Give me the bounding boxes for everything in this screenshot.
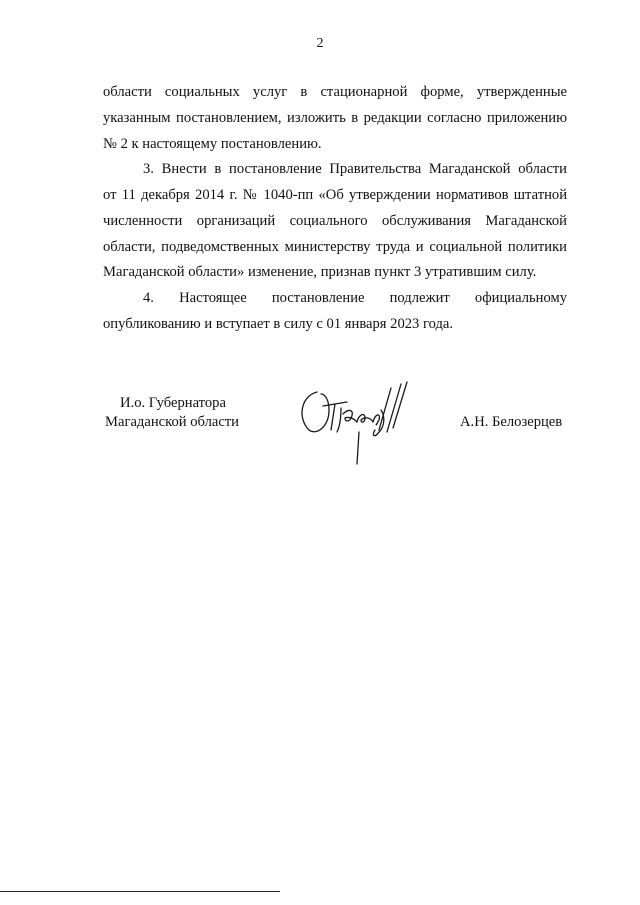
body-line: 3. Внести в постановление Правительства Магаданской области	[143, 161, 567, 177]
signatory-title: И.о. Губернатора	[120, 395, 226, 411]
body-line: указанным постановлением, изложить в редакции согласно приложению	[103, 110, 567, 126]
body-line: Магаданской области» изменение, признав пункт 3 утратившим силу.	[103, 264, 537, 280]
handwritten-signature	[295, 380, 425, 470]
body-line: области, подведомственных министерству труда и социальной политики	[103, 239, 567, 255]
page-number: 2	[316, 36, 324, 51]
footer-rule	[0, 891, 280, 892]
body-line: 4. Настоящее постановление подлежит официальному	[143, 290, 567, 306]
signatory-name: А.Н. Белозерцев	[460, 414, 563, 430]
body-line: области социальных услуг в стационарной форме, утвержденные	[103, 84, 567, 100]
body-line: от 11 декабря 2014 г. № 1040-пп «Об утверждении нормативов штатной	[103, 187, 567, 203]
body-line: № 2 к настоящему постановлению.	[103, 136, 322, 152]
signatory-region: Магаданской области	[105, 414, 239, 430]
body-line: численности организаций социального обслуживания Магаданской	[103, 213, 567, 229]
body-line: опубликованию и вступает в силу с 01 января 2023 года.	[103, 316, 454, 332]
